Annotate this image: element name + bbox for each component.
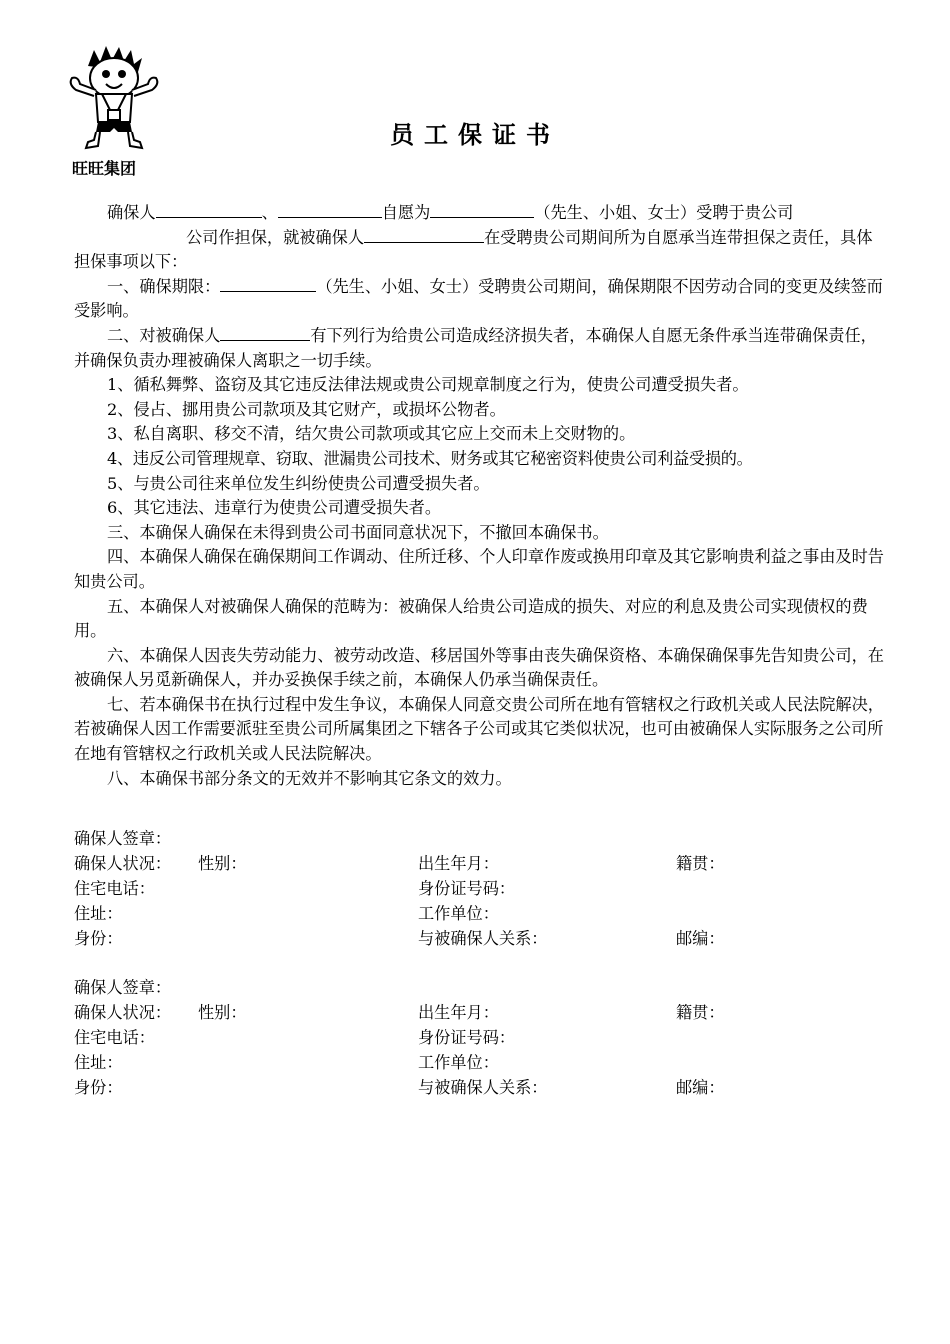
gender-label: 性别： — [198, 1003, 247, 1022]
birth-label: 出生年月： — [418, 1003, 499, 1022]
logo-text: 旺旺集团 — [72, 159, 137, 178]
blank-line — [156, 201, 262, 218]
phone-label: 住宅电话： — [74, 1028, 155, 1047]
item-3: 3、私自离职、移交不清，结欠贵公司款项或其它应上交而未上交财物的。 — [107, 424, 636, 444]
birth-label: 出生年月： — [418, 854, 499, 873]
status-label: 确保人状况： — [74, 854, 172, 873]
address-label: 住址： — [74, 1053, 123, 1072]
postcode-label: 邮编： — [676, 1078, 725, 1097]
blank-line — [278, 201, 382, 218]
item-6: 6、其它违法、违章行为使贵公司遭受损失者。 — [107, 498, 442, 518]
blank-line — [220, 275, 316, 292]
paragraph-5: 五、本确保人对被确保人确保的范畴为：被确保人给贵公司造成的损失、对应的利息及贵公司实现债权的费用。 — [74, 596, 868, 641]
native-label: 籍贯： — [676, 1003, 725, 1022]
relation-label: 与被确保人关系： — [418, 929, 548, 948]
paragraph-1: 一、确保期限： （先生、小姐、女士）受聘贵公司期间，确保期限不因劳动合同的变更及续签而受影响。 — [74, 276, 883, 321]
identity-label: 身份： — [74, 929, 123, 948]
item-4: 4、违反公司管理规章、窃取、泄漏贵公司技术、财务或其它秘密资料使贵公司利益受损的。 — [107, 448, 753, 468]
paragraph-8: 八、本确保书部分条文的无效并不影响其它条文的效力。 — [107, 768, 512, 788]
signature-block-2 — [74, 975, 894, 1100]
paragraph-7: 七、若本确保书在执行过程中发生争议，本确保人同意交贵公司所在地有管辖权之行政机关或人民法院解决，若被确保人因工作需要派驻至贵公司所属集团之下辖各子公司或其它类似状况，也可由被确保人实际服务之公司所在地有管辖权之行政机关或人民法院解决。 — [74, 694, 884, 764]
relation-label: 与被确保人关系： — [418, 1078, 548, 1097]
id-label: 身份证号码： — [418, 879, 516, 898]
identity-label: 身份： — [74, 1078, 123, 1097]
signature-label: 确保人签章： — [74, 829, 172, 848]
native-label: 籍贯： — [676, 854, 725, 873]
blank-line — [430, 201, 534, 218]
work-label: 工作单位： — [418, 1053, 499, 1072]
blank-line — [220, 324, 310, 341]
signature-block-1 — [74, 826, 894, 951]
paragraph-6: 六、本确保人因丧失劳动能力、被劳动改造、移居国外等事由丧失确保资格、本确保确保事先告知贵公司，在被确保人另觅新确保人，并办妥换保手续之前，本确保人仍承当确保责任。 — [74, 645, 884, 690]
document-body — [74, 201, 886, 791]
paragraph-intro: 确保人 、 自愿为 （先生、小姐、女士）受聘于贵公司 公司作担保，就被确保人 在受聘贵公司期间所为自愿承当连带担保之责任，具体担保事项以下： — [74, 203, 873, 272]
paragraph-4: 四、本确保人确保在确保期间工作调动、住所迁移、个人印章作废或换用印章及其它影响贵利益之事由及时告知贵公司。 — [74, 547, 884, 591]
status-label: 确保人状况： — [74, 1003, 172, 1022]
item-5: 5、与贵公司往来单位发生纠纷使贵公司遭受损失者。 — [107, 473, 490, 493]
item-1: 1、循私舞弊、盗窃及其它违反法律法规或贵公司规章制度之行为，使贵公司遭受损失者。 — [107, 375, 749, 395]
address-label: 住址： — [74, 904, 123, 923]
postcode-label: 邮编： — [676, 929, 725, 948]
blank-line — [364, 226, 484, 243]
gender-label: 性别： — [198, 854, 247, 873]
paragraph-2: 二、对被确保人 有下列行为给贵公司造成经济损失者，本确保人自愿无条件承当连带确保责任，并确保负责办理被确保人离职之一切手续。 — [74, 325, 877, 370]
signature-label: 确保人签章： — [74, 978, 172, 997]
id-label: 身份证号码： — [418, 1028, 516, 1047]
page-title: 员工保证书 — [390, 120, 560, 149]
paragraph-3: 三、本确保人确保在未得到贵公司书面同意状况下，不撤回本确保书。 — [107, 522, 609, 542]
work-label: 工作单位： — [418, 904, 499, 923]
phone-label: 住宅电话： — [74, 879, 155, 898]
item-2: 2、侵占、挪用贵公司款项及其它财产，或损坏公物者。 — [107, 399, 506, 419]
